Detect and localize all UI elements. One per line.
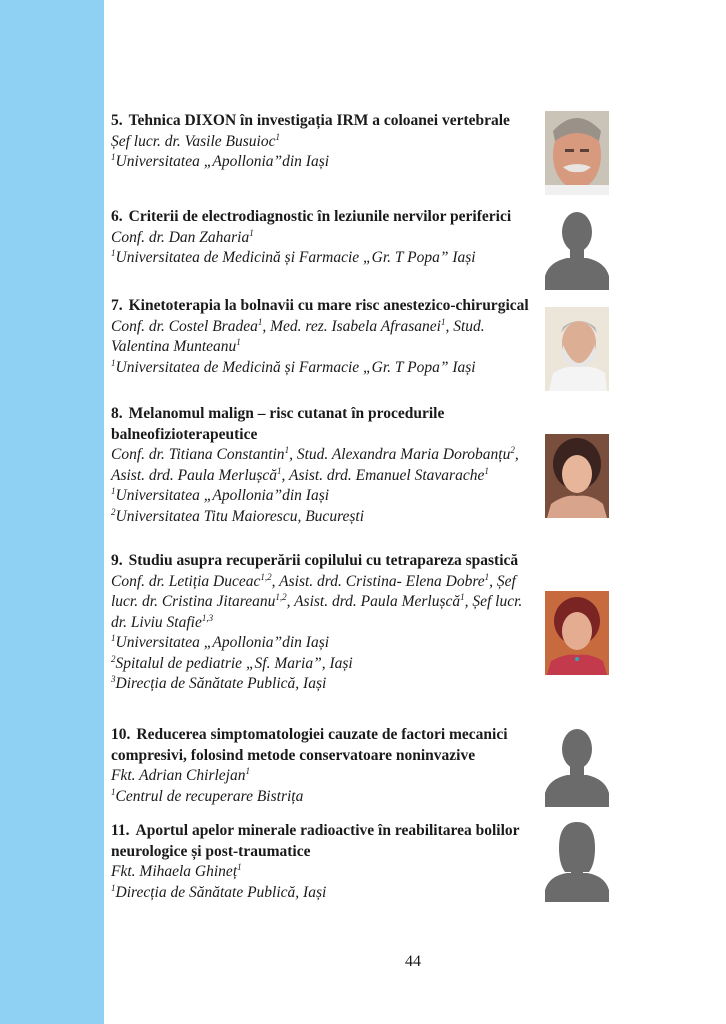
entry-affiliation: $^1$Universitatea „Apollonia”din Iași [111, 632, 330, 651]
entry-authors: Fkt. Adrian Chirlejan$^1$ [111, 765, 250, 784]
entry-affiliation: $^1$Universitatea de Medicină și Farmacie „Gr. T Popa” Iași [111, 357, 476, 376]
entry-title: 11. Aportul apelor minerale radioactive în reabilitarea bolilor neurologice și post-traumatice [111, 822, 520, 860]
entry-affiliation: $^1$Universitatea de Medicină și Farmacie „Gr. T Popa” Iași [111, 247, 476, 266]
entry-title: 9. Studiu asupra recuperării copilului cu tetrapareza spastică [111, 552, 519, 569]
entry-title: 6. Criterii de electrodiagnostic în leziunile nervilor periferici [111, 208, 512, 225]
portrait-photo [545, 434, 609, 518]
entry-authors: Șef lucr. dr. Vasile Busuioc$^1$ [111, 131, 280, 150]
portrait-photo [545, 591, 609, 675]
portrait-photo [545, 111, 609, 195]
entry-7 [111, 296, 529, 378]
portrait-photo [545, 307, 609, 391]
entry-10 [111, 725, 529, 807]
silhouette-placeholder-icon [545, 206, 609, 290]
left-color-band [0, 0, 104, 1024]
entry-11 [111, 821, 529, 903]
entry-title: 10. Reducerea simptomatologiei cauzate de factori mecanici compresivi, folosind metode conservatoare noninvazive [111, 726, 508, 764]
entry-authors: Conf. dr. Titiana Constantin$^1$, Stud. Alexandra Maria Dorobanțu$^2$, Asist. drd. Paula Merlușcă$^1$, Asist. drd. Emanuel Stavarache$^1$ [111, 444, 519, 484]
silhouette-placeholder-icon [545, 723, 609, 807]
entry-affiliation: $^1$Universitatea „Apollonia”din Iași [111, 485, 330, 504]
entry-affiliation: $^2$Spitalul de pediatrie „Sf. Maria”, Iași [111, 653, 353, 672]
entry-title: 8. Melanomul malign – risc cutanat în procedurile balneofizioterapeutice [111, 405, 445, 443]
entry-affiliation: $^1$Centrul de recuperare Bistrița [111, 786, 304, 805]
entry-authors: Fkt. Mihaela Ghineț$^1$ [111, 861, 242, 880]
entry-affiliation: $^1$Direcția de Sănătate Publică, Iași [111, 882, 327, 901]
entry-affiliation: $^1$Universitatea „Apollonia”din Iași [111, 151, 330, 170]
entry-5 [111, 111, 529, 173]
entry-authors: Conf. dr. Costel Bradea$^1$, Med. rez. Isabela Afrasanei$^1$, Stud. Valentina Munteanu$^1$ [111, 316, 485, 355]
entry-9 [111, 551, 529, 695]
entry-authors: Conf. dr. Letiția Duceac$^{1,2}$, Asist. drd. Cristina- Elena Dobre$^1$, Șef lucr. dr. Cristina Jitareanu$^{1,2}$, Asist. drd. Paula Merlușcă$^1$, Șef lucr. dr. Liviu Stafie$^{1,3}$ [111, 571, 523, 631]
entry-authors: Conf. dr. Dan Zaharia$^1$ [111, 227, 254, 246]
silhouette-female-placeholder-icon [545, 818, 609, 902]
entry-title: 7. Kinetoterapia la bolnavii cu mare risc anestezico-chirurgical [111, 297, 529, 314]
entry-affiliation: $^3$Direcția de Sănătate Publică, Iași [111, 673, 327, 692]
page-number: 44 [405, 953, 421, 970]
entry-affiliation: $^2$Universitatea Titu Maiorescu, București [111, 506, 365, 525]
entry-title: 5. Tehnica DIXON în investigația IRM a coloanei vertebrale [111, 112, 510, 129]
entry-8 [111, 404, 529, 527]
entry-6 [111, 207, 529, 269]
